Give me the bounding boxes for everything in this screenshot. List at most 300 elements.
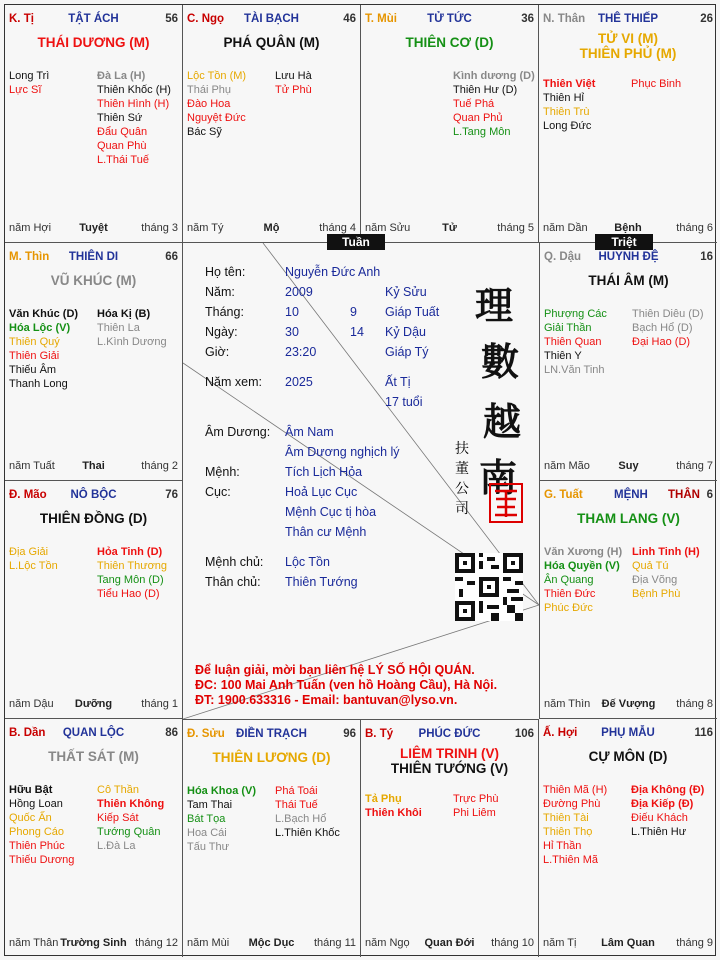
- palace-age: 46: [343, 13, 356, 25]
- main-star[interactable]: THÁI ÂM (M): [588, 273, 669, 288]
- minor-star[interactable]: Thiên Hỉ: [543, 92, 584, 104]
- minor-star[interactable]: Tam Thai: [187, 799, 233, 811]
- minor-star[interactable]: Địa Võng: [632, 574, 678, 586]
- minor-star[interactable]: Thiên Tài: [543, 812, 589, 824]
- qr-code-icon[interactable]: [455, 553, 523, 621]
- minor-stars-left: [544, 545, 622, 615]
- palace-name: TẬT ÁCH: [68, 13, 119, 25]
- minor-stars-left: [365, 792, 422, 820]
- palace-stage: Lâm Quan: [601, 937, 655, 949]
- palace-header: [544, 489, 713, 505]
- palace-ty[interactable]: [5, 5, 183, 243]
- minor-star[interactable]: Thiên Việt: [543, 78, 596, 90]
- minor-stars-right: [97, 545, 167, 601]
- palace-name-2: THÂN: [668, 489, 700, 501]
- minor-star[interactable]: Thiên Đức: [544, 588, 596, 600]
- menh-chu-label: Mệnh chủ:: [205, 555, 264, 569]
- palace-stage: Tuyệt: [79, 222, 108, 234]
- month-lunar: 9: [350, 305, 357, 319]
- palace-header: [9, 13, 178, 29]
- cuc-relation: Mệnh Cục tị hòa: [285, 505, 377, 519]
- main-stars: [361, 35, 538, 51]
- palace-month: tháng 2: [141, 460, 178, 472]
- main-star[interactable]: LIÊM TRINH (V): [400, 746, 499, 761]
- main-star[interactable]: THẤT SÁT (M): [48, 749, 139, 764]
- branch-label: T. Mùi: [365, 13, 397, 25]
- center-info-panel: [183, 243, 539, 719]
- minor-stars-right: [632, 307, 704, 349]
- minor-star[interactable]: Thiên Trù: [543, 106, 590, 118]
- palace-header: [187, 728, 356, 744]
- minor-star[interactable]: L.Thiên Mã: [543, 854, 599, 866]
- minor-star[interactable]: Tướng Quân: [97, 826, 161, 838]
- minor-star[interactable]: Quả Tú: [632, 560, 669, 572]
- palace-name: TỬ TỨC: [427, 13, 472, 25]
- month-label: Tháng:: [205, 305, 244, 319]
- minor-star[interactable]: Long Trì: [9, 70, 50, 82]
- minor-star[interactable]: Thiên Quý: [9, 336, 60, 348]
- main-star[interactable]: TỬ VI (M): [598, 31, 658, 46]
- minor-star[interactable]: Đà La (H): [97, 70, 146, 82]
- minor-star[interactable]: L.Tang Môn: [453, 126, 511, 138]
- minor-star[interactable]: Thiên Mã (H): [543, 784, 608, 796]
- branch-label: B. Dần: [9, 727, 46, 739]
- palace-age: 56: [165, 13, 178, 25]
- minor-star[interactable]: Lưu Hà: [275, 70, 312, 82]
- palace-year: năm Tị: [543, 937, 577, 949]
- minor-star[interactable]: Địa Kiếp (Đ): [631, 798, 694, 810]
- minor-stars-right: [275, 69, 312, 97]
- palace-header: [9, 251, 178, 267]
- minor-star[interactable]: Thiên Khốc (H): [97, 84, 171, 96]
- minor-star[interactable]: Thiên Sứ: [97, 112, 143, 124]
- palace-stage: Trường Sinh: [60, 937, 127, 949]
- minor-star[interactable]: Thiên Khôi: [365, 807, 422, 819]
- minor-star[interactable]: Địa Giải: [9, 546, 49, 558]
- palace-mui[interactable]: [361, 5, 539, 243]
- minor-star[interactable]: L.Lộc Tồn: [9, 560, 58, 572]
- main-star[interactable]: VŨ KHÚC (M): [50, 273, 137, 288]
- palace-header: [365, 13, 534, 29]
- minor-star[interactable]: Hóa Khoa (V): [187, 785, 257, 797]
- minor-star[interactable]: Hóa Kị (B): [97, 308, 151, 320]
- minor-star[interactable]: Ân Quang: [544, 574, 594, 586]
- minor-star[interactable]: Tiểu Hao (D): [97, 588, 160, 600]
- palace-month: tháng 10: [491, 937, 534, 949]
- main-stars: [540, 273, 717, 289]
- name-label: Họ tên:: [205, 265, 246, 279]
- palace-year: năm Mùi: [187, 937, 230, 949]
- palace-footer: [9, 698, 178, 712]
- palace-stage: Quan Đới: [424, 937, 475, 949]
- palace-year: năm Thìn: [544, 698, 591, 710]
- branch-label: K. Tị: [9, 13, 34, 25]
- palace-year: năm Tuất: [9, 460, 55, 472]
- minor-star[interactable]: Hoa Cái: [187, 827, 227, 839]
- minor-stars-right: [631, 783, 704, 839]
- minor-star[interactable]: Nguyệt Đức: [187, 112, 246, 124]
- minor-star[interactable]: Thiên Quan: [544, 336, 602, 348]
- minor-stars-left: [544, 307, 607, 377]
- minor-star[interactable]: Văn Xương (H): [544, 546, 623, 558]
- palace-name: TÀI BẠCH: [244, 13, 299, 25]
- main-star[interactable]: THÁI DƯƠNG (M): [37, 35, 150, 50]
- palace-age: 96: [343, 728, 356, 740]
- minor-star[interactable]: Đẩu Quân: [97, 126, 148, 138]
- palace-year: năm Sửu: [365, 222, 411, 234]
- palace-name: HUYNH ĐỆ: [598, 251, 659, 263]
- minor-star[interactable]: Thiên Giải: [9, 350, 60, 362]
- main-stars: [540, 511, 717, 527]
- palace-than[interactable]: [539, 5, 717, 243]
- amduong-label: Âm Dương:: [205, 425, 271, 439]
- main-star[interactable]: THIÊN TƯỚNG (V): [390, 761, 509, 776]
- palace-stage: Dưỡng: [74, 698, 113, 710]
- triet-marker: Triệt: [595, 234, 653, 250]
- branch-label: B. Tý: [365, 728, 394, 740]
- palace-dau[interactable]: [539, 243, 717, 481]
- minor-star[interactable]: Tử Phù: [275, 84, 312, 96]
- minor-star[interactable]: Thiên Thọ: [543, 826, 593, 838]
- minor-star[interactable]: Bệnh Phù: [632, 588, 681, 600]
- minor-stars-left: [187, 69, 246, 139]
- minor-stars-right: [453, 69, 535, 139]
- minor-star[interactable]: Thiên Hư (D): [453, 84, 518, 96]
- palace-month: tháng 4: [319, 222, 356, 234]
- branch-label: Ấ. Hợi: [543, 727, 578, 739]
- minor-star[interactable]: Thiên Hình (H): [97, 98, 170, 110]
- contact-address: ĐC: 100 Mai Anh Tuấn (ven hồ Hoàng Cầu), Hà Nội.: [195, 678, 498, 692]
- minor-star[interactable]: Thiếu Dương: [9, 854, 75, 866]
- palace-year: năm Mão: [544, 460, 590, 472]
- view-year-label: Năm xem:: [205, 375, 262, 389]
- palace-stage: Đế Vượng: [601, 698, 656, 710]
- palace-year: năm Hợi: [9, 222, 52, 234]
- minor-stars-right: [97, 69, 171, 167]
- main-star[interactable]: THIÊN PHỦ (M): [579, 46, 677, 61]
- palace-month: tháng 9: [676, 937, 713, 949]
- minor-star[interactable]: Bát Tọa: [187, 813, 226, 825]
- day-lunar: 14: [350, 325, 364, 339]
- minor-star[interactable]: Đào Hoa: [187, 98, 231, 110]
- palace-name: THÊ THIẾP: [597, 13, 659, 25]
- palace-footer: [9, 222, 178, 236]
- minor-star[interactable]: Cô Thần: [97, 784, 139, 796]
- minor-stars-right: [631, 77, 681, 91]
- minor-stars-left: [543, 783, 607, 867]
- minor-star[interactable]: Thiên La: [97, 322, 140, 334]
- minor-star[interactable]: Quốc Ấn: [9, 812, 52, 824]
- name-value: Nguyễn Đức Anh: [285, 265, 381, 279]
- palace-name: PHỤ MẪU: [601, 727, 655, 739]
- main-stars: [183, 750, 360, 766]
- minor-star[interactable]: L.Thiên Khốc: [275, 827, 340, 839]
- minor-star[interactable]: Lực Sĩ: [9, 84, 42, 96]
- palace-header: [543, 13, 713, 29]
- palace-year: năm Dậu: [9, 698, 54, 710]
- main-stars: [539, 31, 717, 61]
- minor-star[interactable]: L.Kình Dương: [97, 336, 167, 348]
- month-can: Giáp Tuất: [385, 305, 440, 319]
- palace-header: [9, 727, 178, 743]
- palace-footer: [187, 937, 356, 951]
- branch-label: G. Tuất: [544, 489, 583, 501]
- main-star[interactable]: THIÊN LƯƠNG (D): [212, 750, 331, 765]
- minor-star[interactable]: Thiên Không: [97, 798, 165, 810]
- view-year-can: Ất Tị: [385, 375, 411, 389]
- palace-stage: Mộc Dục: [248, 937, 295, 949]
- minor-star[interactable]: Đường Phù: [543, 798, 601, 810]
- minor-star[interactable]: Phong Cáo: [9, 826, 65, 838]
- palace-age: 66: [165, 251, 178, 263]
- minor-star[interactable]: Hữu Bật: [9, 784, 53, 796]
- palace-stage: Bệnh: [614, 222, 642, 234]
- than-chu-label: Thân chủ:: [205, 575, 261, 589]
- cuc-value: Hoả Lục Cục: [285, 485, 358, 499]
- palace-mao[interactable]: [5, 481, 183, 719]
- minor-star[interactable]: Giải Thần: [544, 322, 592, 334]
- palace-age: 106: [514, 728, 534, 740]
- main-star[interactable]: THAM LANG (V): [577, 511, 680, 526]
- main-stars: [5, 35, 182, 51]
- palace-suu[interactable]: [183, 719, 361, 957]
- day-label: Ngày:: [205, 325, 238, 339]
- hour-label: Giờ:: [205, 345, 230, 359]
- day-value: 30: [285, 325, 299, 339]
- contact-info: [195, 663, 497, 708]
- main-star[interactable]: THIÊN ĐỒNG (D): [39, 511, 148, 526]
- branch-label: Đ. Sửu: [187, 728, 225, 740]
- palace-stage: Thai: [82, 460, 105, 472]
- palace-header: [365, 728, 534, 744]
- cal-char-1: 理: [475, 283, 514, 328]
- minor-star[interactable]: LN.Văn Tinh: [544, 364, 605, 376]
- cal-small-2: 董: [455, 461, 469, 477]
- minor-stars-left: [187, 784, 256, 854]
- minor-stars-left: [9, 783, 74, 867]
- palace-name: ĐIỀN TRẠCH: [236, 728, 307, 740]
- year-can: Kỷ Sửu: [385, 285, 427, 299]
- palace-header: [543, 727, 713, 743]
- palace-name: THIÊN DI: [68, 251, 119, 263]
- main-stars: [183, 35, 360, 51]
- hour-value: 23:20: [285, 345, 317, 359]
- palace-year: năm Tý: [187, 222, 224, 234]
- minor-stars-left: [9, 545, 58, 573]
- palace-footer: [365, 222, 534, 236]
- palace-year: năm Dần: [543, 222, 588, 234]
- palace-stage: Mộ: [263, 222, 280, 234]
- day-can: Kỷ Dậu: [385, 325, 426, 339]
- palace-hoi[interactable]: [539, 719, 717, 957]
- minor-star[interactable]: Điếu Khách: [631, 812, 688, 824]
- palace-age: 116: [694, 727, 713, 739]
- palace-month: tháng 6: [676, 222, 713, 234]
- minor-star[interactable]: Tấu Thư: [187, 841, 230, 853]
- palace-header: [9, 489, 178, 505]
- minor-star[interactable]: Thiên Thương: [97, 560, 168, 572]
- main-stars: [5, 511, 182, 527]
- palace-thin[interactable]: [5, 243, 183, 481]
- menh-chu-value: Lộc Tồn: [285, 555, 330, 569]
- minor-stars-right: [97, 307, 167, 349]
- minor-stars-right: [97, 783, 164, 853]
- palace-month: tháng 5: [497, 222, 534, 234]
- minor-star[interactable]: L.Thái Tuế: [97, 154, 149, 166]
- palace-header: [187, 13, 356, 29]
- branch-label: M. Thìn: [9, 251, 50, 263]
- minor-star[interactable]: Bạch Hổ (D): [632, 322, 693, 334]
- minor-star[interactable]: Long Đức: [543, 120, 592, 132]
- main-star[interactable]: CỰ MÔN (D): [588, 749, 668, 764]
- minor-star[interactable]: Hỏa Tinh (D): [97, 546, 163, 558]
- month-value: 10: [285, 305, 299, 319]
- age-value: 17 tuổi: [385, 395, 423, 409]
- minor-star[interactable]: Thiên Diêu (D): [632, 308, 704, 320]
- minor-star[interactable]: Đại Hao (D): [632, 336, 691, 348]
- palace-name: QUAN LỘC: [62, 727, 125, 739]
- branch-label: C. Ngọ: [187, 13, 225, 25]
- minor-star[interactable]: Quan Phủ: [453, 112, 503, 124]
- minor-star[interactable]: Tuế Phá: [453, 98, 495, 110]
- main-stars: [5, 749, 182, 765]
- minor-star[interactable]: Thái Tuế: [275, 799, 318, 811]
- palace-dan[interactable]: [5, 719, 183, 957]
- minor-star[interactable]: L.Bạch Hổ: [275, 813, 327, 825]
- minor-star[interactable]: Thiên Y: [544, 350, 582, 362]
- minor-star[interactable]: Kiếp Sát: [97, 812, 139, 824]
- palace-ngo[interactable]: [183, 5, 361, 243]
- palace-stage: Tử: [442, 222, 457, 234]
- minor-stars-right: [632, 545, 700, 601]
- palace-year: năm Thân: [9, 937, 59, 949]
- minor-star[interactable]: Lộc Tồn (M): [187, 70, 247, 82]
- minor-star[interactable]: Hỉ Thần: [543, 840, 582, 852]
- view-year-value: 2025: [285, 375, 313, 389]
- palace-footer: [543, 937, 713, 951]
- palace-footer: [544, 460, 713, 474]
- minor-stars-left: [543, 77, 595, 133]
- minor-star[interactable]: L.Thiên Hư: [631, 826, 687, 838]
- palace-footer: [365, 937, 534, 951]
- minor-stars-right: [453, 792, 498, 820]
- year-value: 2009: [285, 285, 313, 299]
- tuan-marker: Tuần: [327, 234, 385, 250]
- minor-star[interactable]: Tả Phụ: [365, 793, 402, 805]
- palace-age: 16: [700, 251, 713, 263]
- palace-age: 76: [165, 489, 178, 501]
- minor-star[interactable]: Hóa Lộc (V): [9, 322, 71, 334]
- minor-star[interactable]: Kình dương (D): [453, 70, 535, 82]
- than-chu-value: Thiên Tướng: [285, 575, 358, 589]
- branch-label: Q. Dậu: [544, 251, 582, 263]
- red-seal-stamp: [489, 483, 523, 523]
- main-stars: [539, 749, 717, 765]
- palace-age: 26: [700, 13, 713, 25]
- minor-star[interactable]: Thanh Long: [9, 378, 68, 390]
- palace-stage: Suy: [618, 460, 639, 472]
- palace-month: tháng 8: [676, 698, 713, 710]
- palace-footer: [9, 460, 178, 474]
- year-label: Năm:: [205, 285, 235, 299]
- palace-age: 36: [521, 13, 534, 25]
- palace-tuat[interactable]: [539, 481, 717, 719]
- minor-star[interactable]: Văn Khúc (D): [9, 308, 79, 320]
- palace-name: PHÚC ĐỨC: [418, 728, 481, 740]
- cal-char-3: 越: [483, 399, 522, 444]
- amduong-value: Âm Nam: [285, 425, 334, 439]
- palace-month: tháng 3: [141, 222, 178, 234]
- palace-age: 6: [706, 489, 713, 501]
- cal-small-3: 公: [455, 481, 469, 497]
- minor-stars-left: [9, 307, 78, 391]
- palace-name: NÔ BỘC: [70, 489, 117, 501]
- palace-footer: [9, 937, 178, 951]
- minor-star[interactable]: Tang Môn (D): [97, 574, 164, 586]
- minor-star[interactable]: Thái Phụ: [187, 84, 232, 96]
- palace-month: tháng 12: [135, 937, 178, 949]
- hour-can: Giáp Tý: [385, 345, 429, 359]
- amduong-note: Âm Dương nghịch lý: [285, 445, 400, 459]
- minor-star[interactable]: Phúc Đức: [544, 602, 593, 614]
- menh-label: Mệnh:: [205, 465, 240, 479]
- palace-branch: [544, 489, 583, 501]
- minor-star[interactable]: Linh Tinh (H): [632, 546, 700, 558]
- cuc-label: Cục:: [205, 485, 231, 499]
- minor-star[interactable]: Trực Phù: [453, 793, 499, 805]
- cal-small: [455, 439, 471, 519]
- minor-star[interactable]: Phượng Các: [544, 308, 607, 320]
- palace-ty2[interactable]: [361, 719, 539, 957]
- main-stars: [5, 273, 182, 289]
- minor-star[interactable]: Địa Không (Đ): [631, 784, 705, 796]
- branch-label: N. Thân: [543, 13, 586, 25]
- minor-star[interactable]: Phi Liêm: [453, 807, 496, 819]
- minor-star[interactable]: Hồng Loan: [9, 798, 63, 810]
- palace-month: tháng 7: [676, 460, 713, 472]
- than-position: Thân cư Mệnh: [285, 525, 367, 539]
- palace-month: tháng 1: [141, 698, 178, 710]
- minor-star[interactable]: Phá Toái: [275, 785, 318, 797]
- minor-stars-left: [9, 69, 49, 97]
- minor-star[interactable]: Hóa Quyền (V): [544, 560, 620, 572]
- contact-phone-email[interactable]: ĐT: 1900.633316 - Email: bantuvan@lyso.vn.: [195, 693, 458, 707]
- palace-footer: [544, 698, 713, 712]
- minor-star[interactable]: Quan Phù: [97, 140, 147, 152]
- main-star[interactable]: THIÊN CƠ (D): [405, 35, 494, 50]
- palace-month: tháng 11: [313, 937, 356, 949]
- minor-star[interactable]: Thiên Phúc: [9, 840, 65, 852]
- minor-stars-right: [275, 784, 340, 840]
- cal-small-4: 司: [455, 501, 469, 517]
- minor-star[interactable]: Thiếu Âm: [9, 364, 57, 376]
- cal-char-2: 數: [481, 339, 520, 384]
- menh-value: Tích Lịch Hỏa: [285, 465, 363, 479]
- cal-char-4: 南: [479, 455, 518, 500]
- cal-small-1: 扶: [455, 441, 469, 457]
- contact-line-1: Để luận giải, mời bạn liên hệ LÝ SỐ HỘI QUÁN.: [195, 663, 475, 677]
- minor-star[interactable]: Bác Sỹ: [187, 126, 222, 138]
- palace-header: [544, 251, 713, 267]
- minor-star[interactable]: L.Đà La: [97, 840, 136, 852]
- main-star[interactable]: PHÁ QUÂN (M): [223, 35, 320, 50]
- minor-star[interactable]: Phục Binh: [631, 78, 682, 90]
- main-stars: [361, 746, 538, 776]
- branch-label: Đ. Mão: [9, 489, 47, 501]
- horoscope-chart: [4, 4, 716, 956]
- palace-year: năm Ngọ: [365, 937, 410, 949]
- palace-name: MỆNH: [614, 489, 648, 501]
